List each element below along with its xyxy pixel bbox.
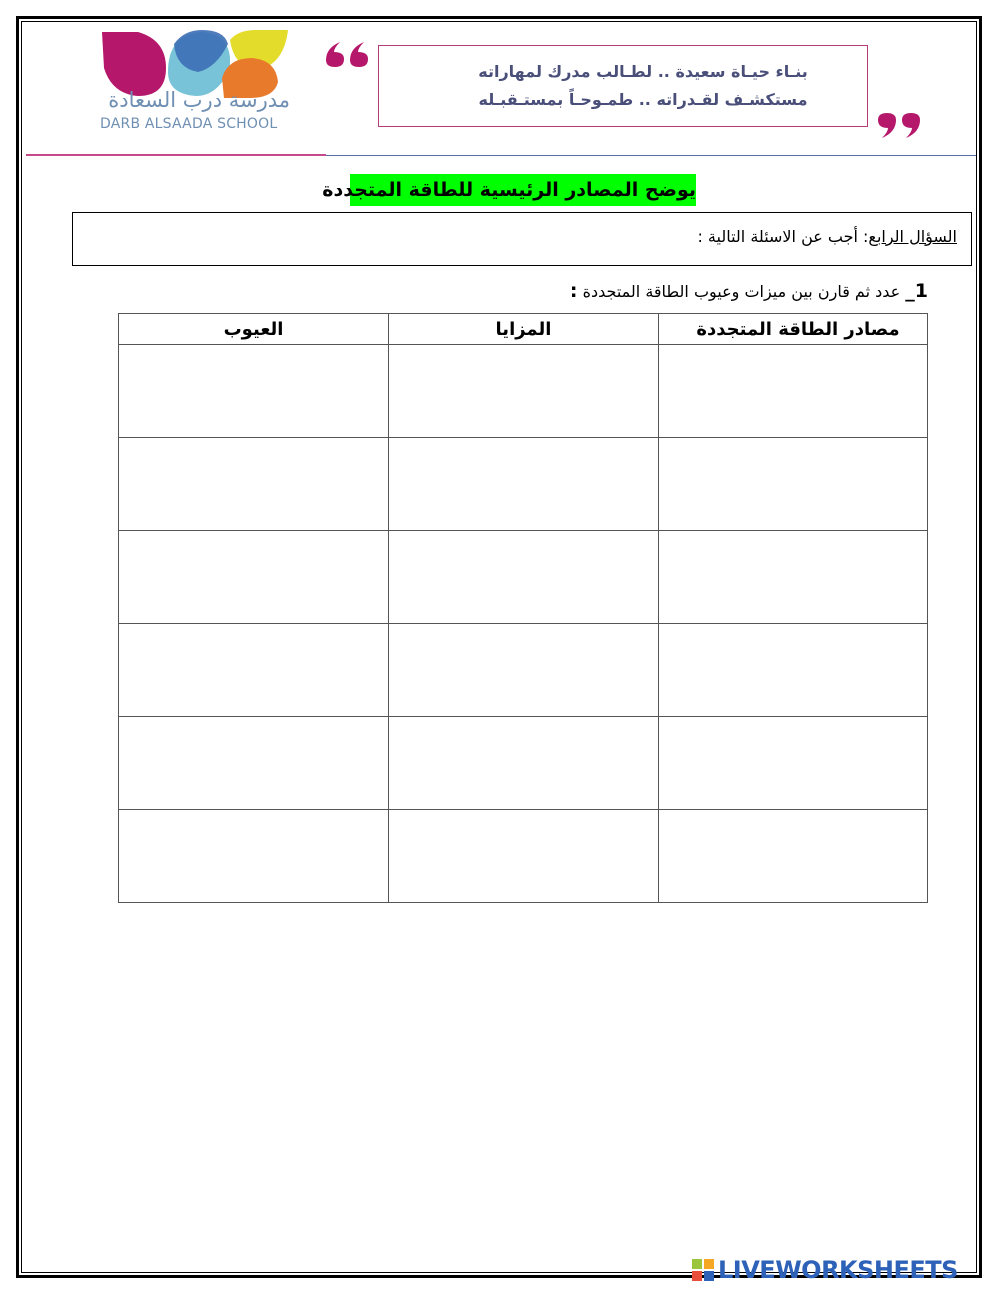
table-row bbox=[119, 624, 928, 717]
question-box bbox=[72, 212, 972, 266]
table-row bbox=[119, 345, 928, 438]
cell-disadvantages[interactable] bbox=[119, 810, 389, 903]
cell-disadvantages[interactable] bbox=[119, 531, 389, 624]
school-name-arabic: مدرسة درب السعادة bbox=[108, 88, 290, 112]
watermark-text: LIVEWORKSHEETS bbox=[718, 1256, 958, 1284]
question-instruction: : أجب عن الاسئلة التالية : bbox=[697, 227, 869, 246]
header-divider bbox=[26, 154, 326, 156]
table-row bbox=[119, 438, 928, 531]
header-advantages: المزايا bbox=[389, 314, 659, 345]
instruction-colon: : bbox=[569, 280, 578, 302]
instruction bbox=[570, 280, 928, 302]
table-header-row bbox=[119, 314, 928, 345]
header-disadvantages: العيوب bbox=[119, 314, 389, 345]
cell-disadvantages[interactable] bbox=[119, 345, 389, 438]
cell-disadvantages[interactable] bbox=[119, 624, 389, 717]
motto-line-2: مستكشـف لقـدراته .. طمـوحـاً بمستـقبـله bbox=[478, 90, 808, 109]
close-quote-icon bbox=[872, 112, 924, 140]
cell-source[interactable] bbox=[659, 438, 928, 531]
instruction-number: 1_ bbox=[905, 280, 928, 302]
cell-source[interactable] bbox=[659, 531, 928, 624]
cell-advantages[interactable] bbox=[389, 624, 659, 717]
instruction-text: عدد ثم قارن بين ميزات وعيوب الطاقة المتجددة bbox=[577, 282, 906, 301]
cell-advantages[interactable] bbox=[389, 345, 659, 438]
table-row bbox=[119, 531, 928, 624]
question-label: السؤال الرابع bbox=[868, 227, 957, 246]
header-sources: مصادر الطاقة المتجددة bbox=[659, 314, 928, 345]
cell-advantages[interactable] bbox=[389, 438, 659, 531]
motto-box bbox=[378, 45, 868, 127]
cell-source[interactable] bbox=[659, 717, 928, 810]
cell-advantages[interactable] bbox=[389, 717, 659, 810]
cell-source[interactable] bbox=[659, 810, 928, 903]
table-row bbox=[119, 717, 928, 810]
open-quote-icon bbox=[322, 40, 374, 68]
header-divider-right bbox=[326, 155, 976, 156]
liveworksheets-logo-icon bbox=[692, 1259, 714, 1281]
comparison-table bbox=[118, 313, 928, 903]
liveworksheets-watermark bbox=[692, 1256, 958, 1284]
school-name-english: DARB ALSAADA SCHOOL bbox=[100, 116, 278, 132]
cell-advantages[interactable] bbox=[389, 810, 659, 903]
question-text bbox=[697, 227, 957, 246]
cell-disadvantages[interactable] bbox=[119, 717, 389, 810]
page-title: يوضح المصادر الرئيسية للطاقة المتجددة bbox=[350, 174, 696, 206]
cell-advantages[interactable] bbox=[389, 531, 659, 624]
cell-disadvantages[interactable] bbox=[119, 438, 389, 531]
motto-line-1: بنـاء حيـاة سعيدة .. لطـالب مدرك لمهاراته bbox=[478, 62, 808, 81]
cell-source[interactable] bbox=[659, 345, 928, 438]
cell-source[interactable] bbox=[659, 624, 928, 717]
table-row bbox=[119, 810, 928, 903]
